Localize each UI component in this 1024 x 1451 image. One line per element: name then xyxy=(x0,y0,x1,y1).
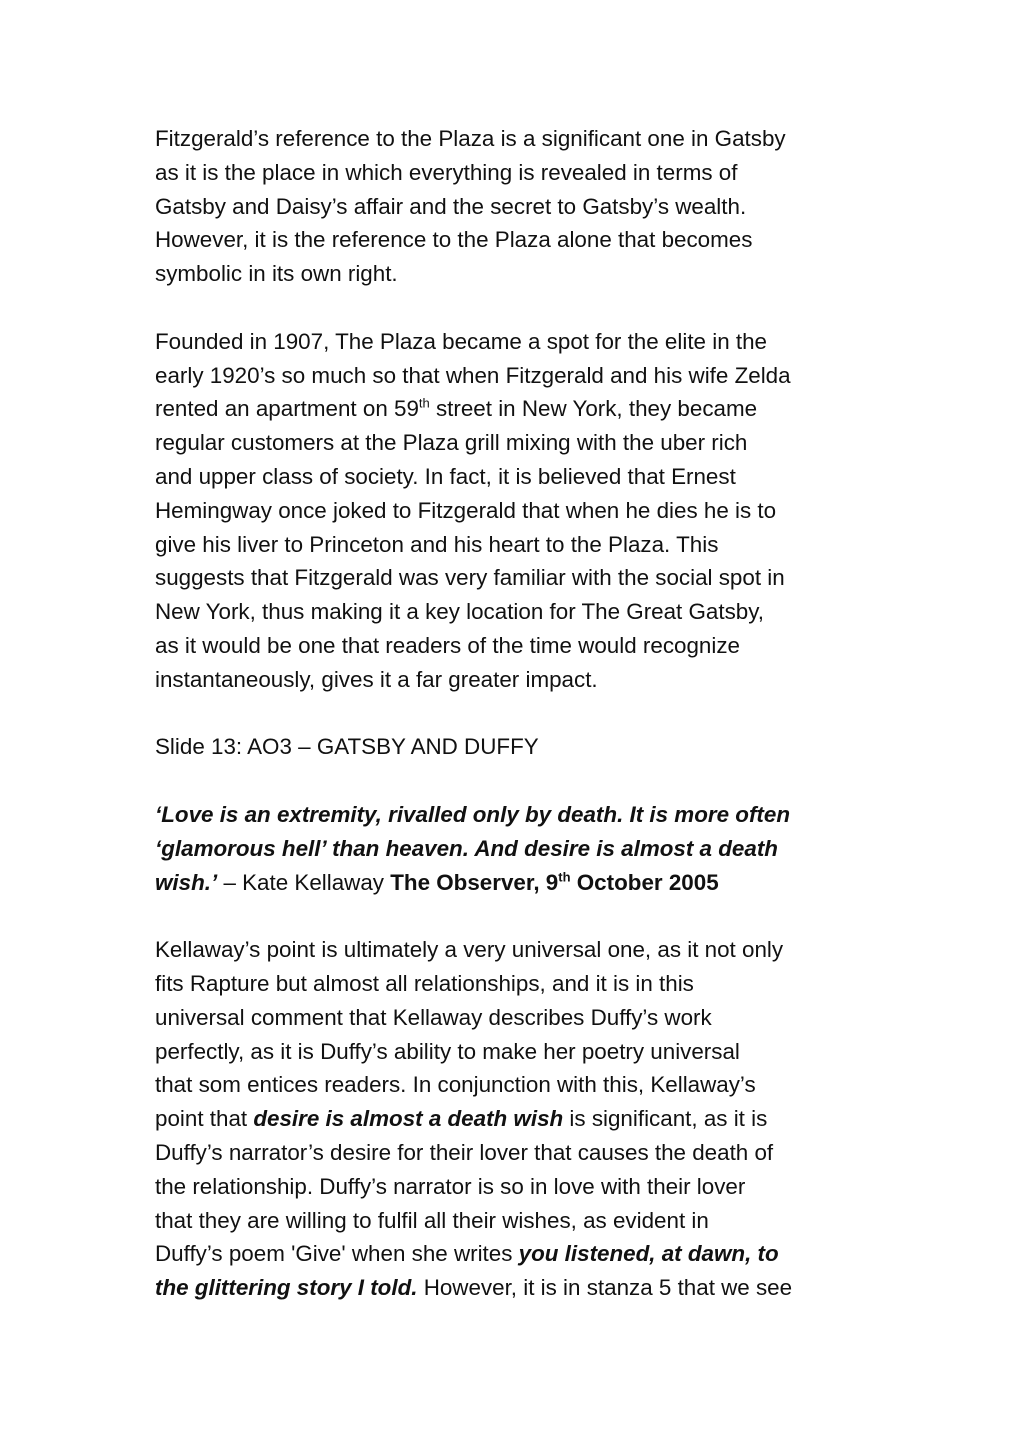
text-line: Kellaway’s point is ultimately a very universal one, as it not only xyxy=(155,937,784,963)
text-line: Founded in 1907, The Plaza became a spot for the elite in the xyxy=(155,328,768,354)
quote-date: October 2005 xyxy=(570,869,719,895)
text-line: that som entices readers. In conjunction with this, Kellaway’s xyxy=(155,1072,756,1098)
quote-line: ‘Love is an extremity, rivalled only by death. It is more often xyxy=(155,801,790,827)
text-line: Gatsby and Daisy’s affair and the secret to Gatsby’s wealth. xyxy=(155,193,747,219)
text-line: However, it is the reference to the Plaza alone that becomes xyxy=(155,227,753,253)
text-line: as it would be one that readers of the time would recognize xyxy=(155,632,740,658)
emphasis-quote: desire is almost a death wish xyxy=(253,1106,564,1132)
text-line: that they are willing to fulfil all their wishes, as evident in xyxy=(155,1207,709,1233)
quote-fragment: wish.’ xyxy=(155,869,218,895)
text-fragment: street in New York, they became xyxy=(429,396,758,422)
text-line: symbolic in its own right. xyxy=(155,261,398,287)
quote-author: – Kate Kellaway xyxy=(217,869,391,895)
text-line xyxy=(155,1237,875,1271)
quote-block xyxy=(155,798,875,899)
quote-source: The Observer, 9 xyxy=(390,869,559,895)
text-fragment: rented an apartment on 59 xyxy=(155,396,419,422)
text-line: Duffy’s narrator’s desire for their lover that causes the death of xyxy=(155,1139,774,1165)
paragraph-plaza-history xyxy=(155,325,875,697)
text-line: early 1920’s so much so that when Fitzgerald and his wife Zelda xyxy=(155,362,791,388)
paragraph-kellaway-analysis xyxy=(155,933,875,1305)
text-line: give his liver to Princeton and his heart to the Plaza. This xyxy=(155,531,719,557)
text-line: fits Rapture but almost all relationships, and it is in this xyxy=(155,970,694,996)
quote-attribution-line xyxy=(155,866,875,900)
slide-heading-block xyxy=(155,730,875,764)
text-line xyxy=(155,1102,875,1136)
text-fragment: However, it is in stanza 5 that we see xyxy=(417,1275,793,1301)
text-line: instantaneously, gives it a far greater impact. xyxy=(155,666,598,692)
slide-heading: Slide 13: AO3 – GATSBY AND DUFFY xyxy=(155,734,539,760)
text-line: Fitzgerald’s reference to the Plaza is a significant one in Gatsby xyxy=(155,126,786,151)
text-line: universal comment that Kellaway describes Duffy’s work xyxy=(155,1004,712,1030)
text-line: New York, thus making it a key location for The Great Gatsby, xyxy=(155,599,764,625)
text-line xyxy=(155,392,875,426)
emphasis-quote: the glittering story I told. xyxy=(155,1275,418,1301)
text-line: regular customers at the Plaza grill mixing with the uber rich xyxy=(155,430,748,456)
text-line: Hemingway once joked to Fitzgerald that when he dies he is to xyxy=(155,497,777,523)
paragraph-plaza-reference xyxy=(155,122,875,291)
text-fragment: Duffy’s poem 'Give' when she writes xyxy=(155,1241,519,1267)
text-line: the relationship. Duffy’s narrator is so in love with their lover xyxy=(155,1173,746,1199)
text-line: as it is the place in which everything is revealed in terms of xyxy=(155,159,738,185)
ordinal-superscript: th xyxy=(558,869,571,885)
text-fragment: point that xyxy=(155,1106,254,1132)
emphasis-quote: you listened, at dawn, to xyxy=(518,1241,779,1267)
document-page xyxy=(155,122,875,1305)
ordinal-superscript: th xyxy=(418,395,430,411)
text-line: suggests that Fitzgerald was very familiar with the social spot in xyxy=(155,565,785,591)
text-fragment: is significant, as it is xyxy=(563,1106,768,1132)
text-line xyxy=(155,1271,875,1305)
text-line: and upper class of society. In fact, it is believed that Ernest xyxy=(155,463,736,489)
text-line: perfectly, as it is Duffy’s ability to make her poetry universal xyxy=(155,1038,740,1064)
quote-line: ‘glamorous hell’ than heaven. And desire is almost a death xyxy=(155,835,778,861)
